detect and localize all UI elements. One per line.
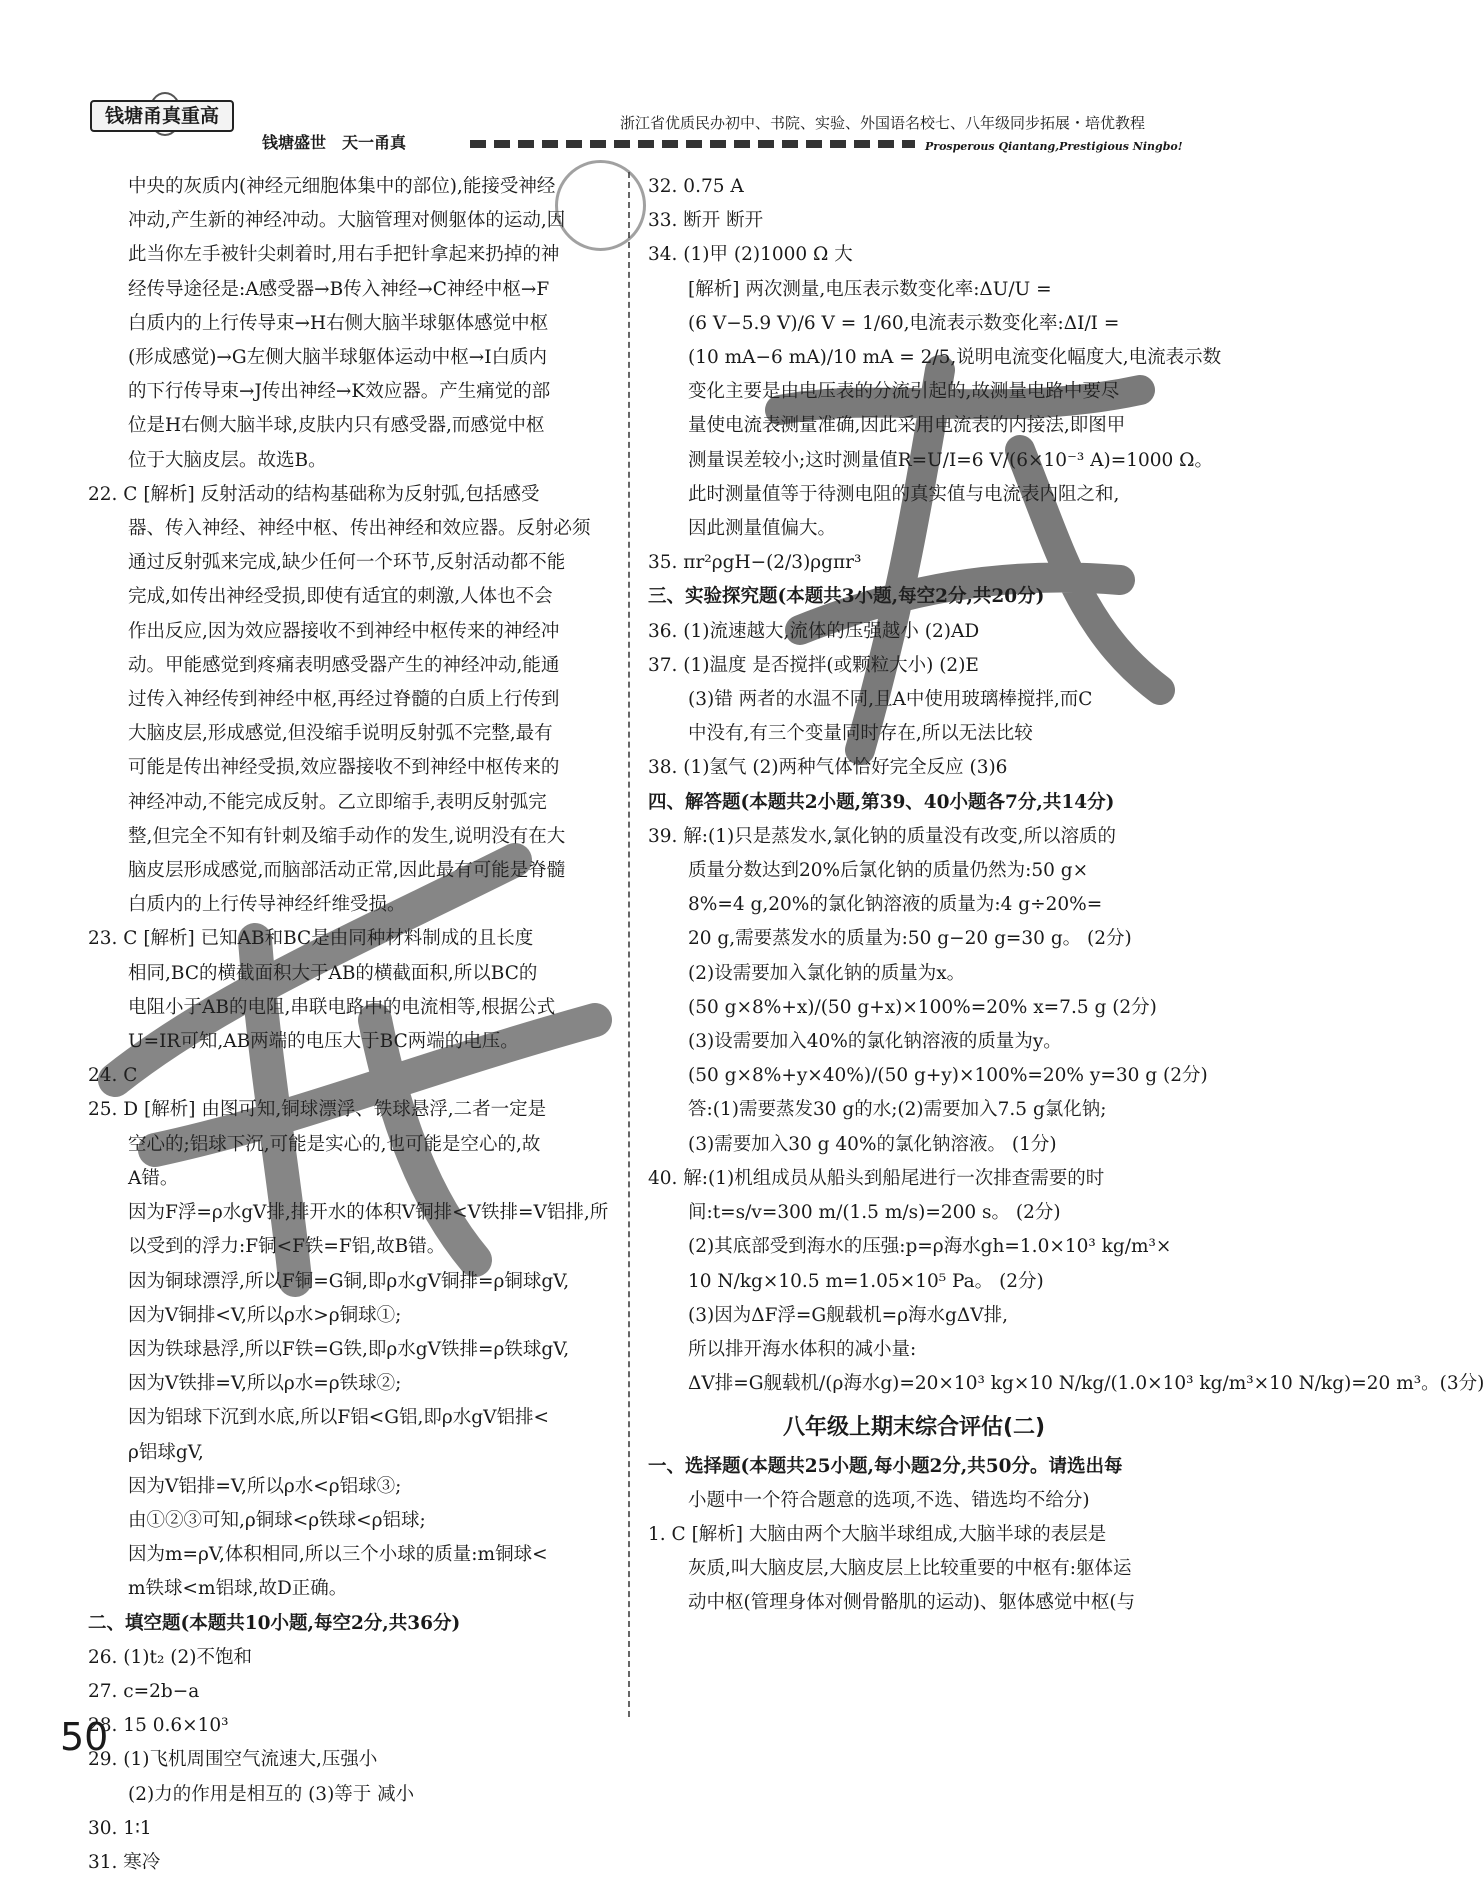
slogan: 钱塘盛世 天一甬真	[262, 133, 407, 152]
text-line: (2)力的作用是相互的 (3)等于 减小	[128, 1783, 415, 1805]
text-line: 中央的灰质内(神经元细胞体集中的部位),能接受神经	[128, 176, 556, 197]
right-answers-part2	[648, 1450, 1180, 1621]
text-line: (3)错 两者的水温不同,且A中使用玻璃棒搅拌,而C	[688, 689, 1093, 711]
text-line: 37. (1)温度 是否搅拌(或颗粒大小) (2)E	[648, 654, 979, 676]
text-line: 36. (1)流速越大,流体的压强越小 (2)AD	[648, 620, 980, 642]
series-title: 浙江省优质民办初中、书院、实验、外国语名校七、八年级同步拓展・培优教程	[620, 114, 1146, 132]
text-line: 神经冲动,不能完成反射。乙立即缩手,表明反射弧完	[128, 791, 547, 813]
text-line: 8%=4 g,20%的氯化钠溶液的质量为:4 g÷20%=	[688, 894, 1103, 916]
text-line: 34. (1)甲 (2)1000 Ω 大	[648, 244, 853, 266]
text-line: 通过反射弧来完成,缺少任何一个环节,反射活动都不能	[128, 552, 566, 574]
text-line: 量使电流表测量准确,因此采用电流表的内接法,即图甲	[688, 415, 1126, 437]
text-line: 30. 1∶1	[88, 1817, 152, 1839]
text-line: 因为铝球下沉到水底,所以F铝<G铝,即ρ水gV铝排<	[128, 1407, 549, 1429]
text-line: 因为F浮=ρ水gV排,排开水的体积V铜排<V铁排=V铝排,所	[128, 1202, 609, 1224]
text-line: (2)设需要加入氯化钠的质量为x。	[688, 962, 966, 984]
text-line: A错。	[128, 1167, 179, 1189]
series-title-en: Prosperous Qiantang,Prestigious Ningbo!	[925, 140, 1183, 153]
text-line: 23. C [解析] 已知AB和BC是由同种材料制成的且长度	[88, 928, 534, 950]
text-line: (3)因为ΔF浮=G舰载机=ρ海水gΔV排,	[688, 1304, 1009, 1326]
text-line: (3)设需要加入40%的氯化钠溶液的质量为y。	[688, 1031, 1062, 1053]
text-line: 35. πr²ρgH−(2/3)ρgπr³	[648, 552, 862, 574]
text-line: 答:(1)需要蒸发30 g的水;(2)需要加入7.5 g氯化钠;	[688, 1099, 1107, 1121]
text-line: 29. (1)飞机周围空气流速大,压强小	[88, 1749, 378, 1771]
text-line: 整,但完全不知有针刺及缩手动作的发生,说明没有在大	[128, 825, 566, 847]
text-line: 20 g,需要蒸发水的质量为:50 g−20 g=30 g。 (2分)	[688, 928, 1132, 950]
text-line: 10 N/kg×10.5 m=1.05×10⁵ Pa。 (2分)	[688, 1270, 1044, 1292]
text-line: 因为铜球漂浮,所以F铜=G铜,即ρ水gV铜排=ρ铜球gV,	[128, 1270, 570, 1292]
text-line: 31. 寒冷	[88, 1851, 161, 1873]
text-line: 变化主要是由电压表的分流引起的,故测量电路中要尽	[688, 381, 1120, 403]
text-line: ΔV排=G舰载机/(ρ海水g)=20×10³ kg×10 N/kg/(1.0×10³ kg/m³×10 N/kg)=20 m³。(3分)	[688, 1373, 1484, 1395]
text-line: 间:t=s/v=300 m/(1.5 m/s)=200 s。 (2分)	[688, 1202, 1061, 1224]
text-line: 27. c=2b−a	[88, 1680, 200, 1702]
text-line: (50 g×8%+x)/(50 g+x)×100%=20% x=7.5 g (2分)	[688, 996, 1157, 1018]
text-line: 白质内的上行传导束→H右侧大脑半球躯体感觉中枢	[128, 312, 549, 334]
text-line: ρ铝球gV,	[128, 1441, 204, 1463]
stamp-icon	[555, 160, 646, 251]
text-line: m铁球<m铝球,故D正确。	[128, 1578, 348, 1600]
text-line: 33. 断开 断开	[648, 210, 764, 232]
text-line: 作出反应,因为效应器接收不到神经中枢传来的神经冲	[128, 620, 560, 642]
page-number: 50	[60, 1715, 109, 1759]
text-line: 动中枢(管理身体对侧骨骼肌的运动)、躯体感觉中枢(与	[688, 1592, 1136, 1614]
text-line: 38. (1)氢气 (2)两种气体恰好完全反应 (3)6	[648, 757, 1008, 779]
text-line: 40. 解:(1)机组成员从船头到船尾进行一次排查需要的时	[648, 1167, 1105, 1189]
text-line: 经传导途径是:A感受器→B传入神经→C神经中枢→F	[128, 278, 550, 300]
text-line: 器、传入神经、神经中枢、传出神经和效应器。反射必须	[128, 518, 591, 540]
text-line: 冲动,产生新的神经冲动。大脑管理对侧躯体的运动,因	[128, 210, 566, 232]
text-line: 因为m=ρV,体积相同,所以三个小球的质量:m铜球<	[128, 1544, 548, 1566]
page-header	[0, 0, 1250, 160]
text-line: 所以排开海水体积的减小量:	[688, 1338, 917, 1360]
text-line: 1. C [解析] 大脑由两个大脑半球组成,大脑半球的表层是	[648, 1523, 1107, 1545]
watermark-brush-icon	[740, 330, 1180, 770]
text-line: 26. (1)t₂ (2)不饱和	[88, 1646, 252, 1668]
text-line: 电阻小于AB的电阻,串联电路中的电流相等,根据公式	[128, 996, 556, 1018]
text-line: (6 V−5.9 V)/6 V = 1/60,电流表示数变化率:ΔI/I =	[688, 312, 1120, 334]
text-line: 因为V铁排=V,所以ρ水=ρ铁球②;	[128, 1373, 402, 1395]
text-line: 小题中一个符合题意的选项,不选、错选均不给分)	[688, 1489, 1090, 1511]
text-line: 因为V铜排<V,所以ρ水>ρ铜球①;	[128, 1304, 402, 1326]
text-line: 空心的;铝球下沉,可能是实心的,也可能是空心的,故	[128, 1133, 541, 1155]
text-line: (50 g×8%+y×40%)/(50 g+y)×100%=20% y=30 g (2分)	[688, 1065, 1208, 1087]
text-line: 中没有,有三个变量同时存在,所以无法比较	[688, 723, 1033, 745]
text-line: 三、实验探究题(本题共3小题,每空2分,共20分)	[648, 586, 1045, 608]
text-line: 24. C	[88, 1065, 138, 1087]
text-line: U=IR可知,AB两端的电压大于BC两端的电压。	[128, 1031, 519, 1053]
text-line: 过传入神经传到神经中枢,再经过脊髓的白质上行传到	[128, 689, 560, 711]
text-line: 四、解答题(本题共2小题,第39、40小题各7分,共14分)	[648, 791, 1115, 813]
text-line: 此当你左手被针尖刺着时,用右手把针拿起来扔掉的神	[128, 244, 560, 266]
text-line: 相同,BC的横截面积大于AB的横截面积,所以BC的	[128, 962, 538, 984]
section-title: 八年级上期末综合评估(二)	[782, 1415, 1046, 1441]
text-line: 此时测量值等于待测电阻的真实值与电流表内阻之和,	[688, 483, 1120, 505]
text-line: 因为V铝排=V,所以ρ水<ρ铝球③;	[128, 1475, 402, 1497]
text-line: 位于大脑皮层。故选B。	[128, 449, 327, 471]
text-line: 由①②③可知,ρ铜球<ρ铁球<ρ铝球;	[128, 1509, 426, 1531]
text-line: 完成,如传出神经受损,即使有适宜的刺激,人体也不会	[128, 586, 553, 608]
text-line: 二、填空题(本题共10小题,每空2分,共36分)	[88, 1612, 461, 1634]
text-line: [解析] 两次测量,电压表示数变化率:ΔU/U =	[688, 278, 1052, 300]
text-line: 一、选择题(本题共25小题,每小题2分,共50分。请选出每	[648, 1455, 1123, 1477]
text-line: (10 mA−6 mA)/10 mA = 2/5,说明电流变化幅度大,电流表示数	[688, 347, 1222, 369]
text-line: 脑皮层形成感觉,而脑部活动正常,因此最有可能是脊髓	[128, 860, 566, 882]
text-line: 32. 0.75 A	[648, 176, 744, 197]
text-line: 测量误差较小;这时测量值R=U/I=6 V/(6×10⁻³ A)=1000 Ω。	[688, 449, 1214, 471]
text-line: 25. D [解析] 由图可知,铜球漂浮、铁球悬浮,二者一定是	[88, 1099, 547, 1121]
text-line: 28. 15 0.6×10³	[88, 1715, 229, 1737]
text-line: 因为铁球悬浮,所以F铁=G铁,即ρ水gV铁排=ρ铁球gV,	[128, 1338, 570, 1360]
text-line: 39. 解:(1)只是蒸发水,氯化钠的质量没有改变,所以溶质的	[648, 825, 1117, 847]
text-line: 质量分数达到20%后氯化钠的质量仍然为:50 g×	[688, 860, 1089, 882]
logo: 钱塘甬真重高	[90, 100, 234, 132]
text-line: 大脑皮层,形成感觉,但没缩手说明反射弧不完整,最有	[128, 723, 553, 745]
text-line: 灰质,叫大脑皮层,大脑皮层上比较重要的中枢有:躯体运	[688, 1558, 1132, 1580]
text-line: 可能是传出神经受损,效应器接收不到神经中枢传来的	[128, 757, 560, 779]
text-line: 的下行传导束→J传出神经→K效应器。产生痛觉的部	[128, 381, 551, 403]
text-line: 动。甲能感觉到疼痛表明感受器产生的神经冲动,能通	[128, 654, 560, 676]
text-line: 以受到的浮力:F铜<F铁=F铝,故B错。	[128, 1236, 446, 1258]
text-line: 22. C [解析] 反射活动的结构基础称为反射弧,包括感受	[88, 483, 540, 505]
text-line: 因此测量值偏大。	[688, 518, 837, 540]
text-line: (3)需要加入30 g 40%的氯化钠溶液。 (1分)	[688, 1133, 1057, 1155]
watermark-scribble-icon	[95, 820, 655, 1290]
text-line: (形成感觉)→G左侧大脑半球躯体运动中枢→I白质内	[128, 347, 548, 369]
text-line: 白质内的上行传导神经纤维受损。	[128, 894, 406, 916]
text-line: (2)其底部受到海水的压强:p=ρ海水gh=1.0×10³ kg/m³×	[688, 1236, 1172, 1258]
text-line: 位是H右侧大脑半球,皮肤内只有感受器,而感觉中枢	[128, 415, 545, 437]
header-dash-rule	[470, 140, 915, 148]
